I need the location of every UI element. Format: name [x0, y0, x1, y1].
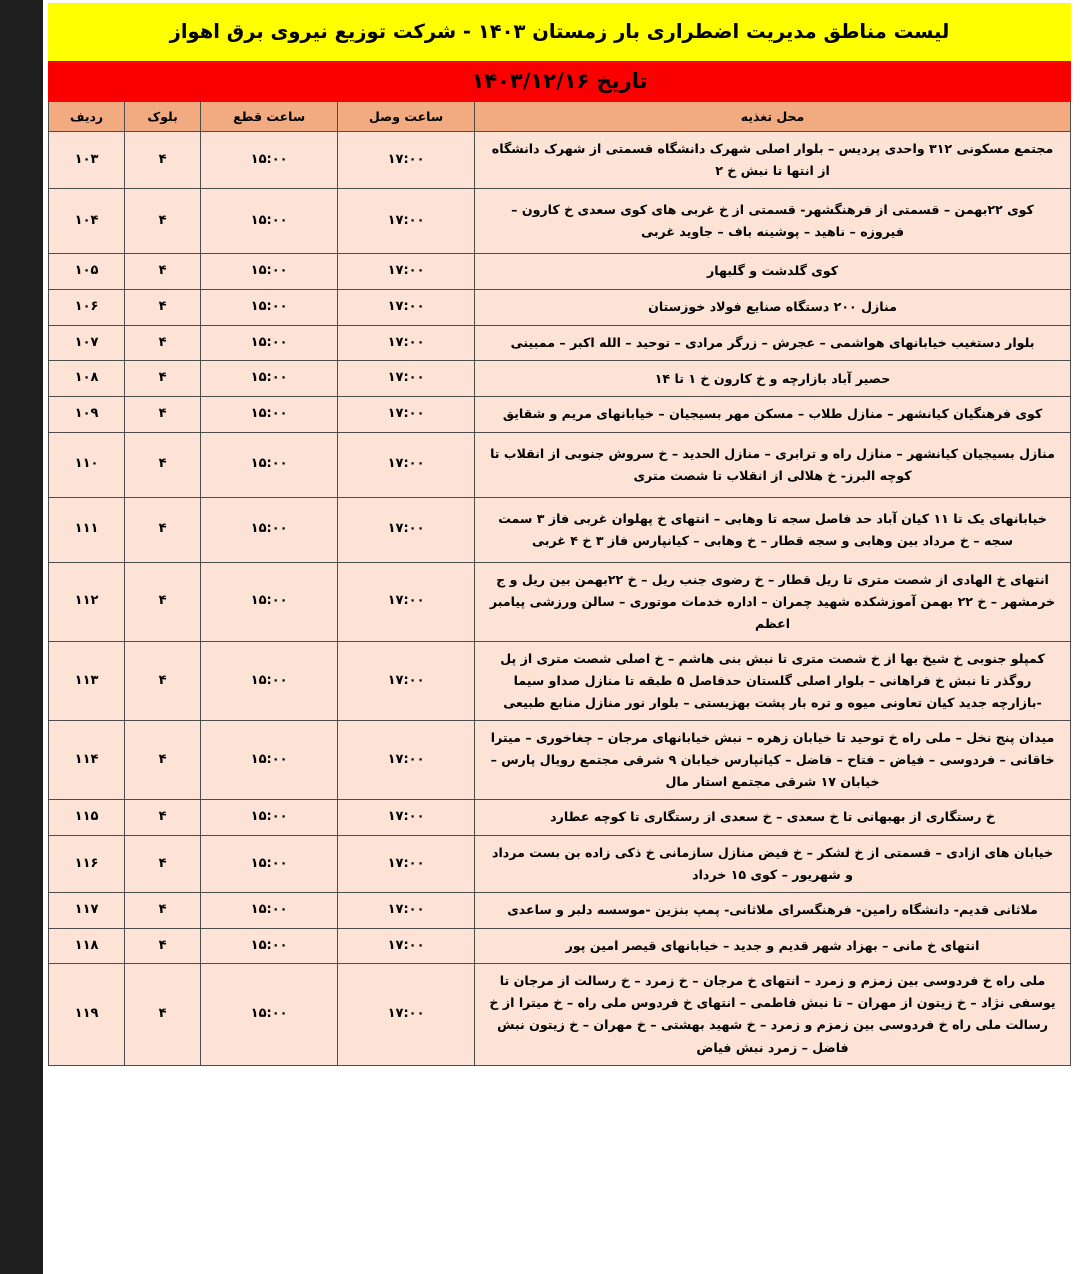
cell-outage-time: ۱۵:۰۰: [201, 964, 338, 1065]
table-row: [49, 289, 1071, 325]
cell-block: ۴: [125, 325, 201, 361]
table-header: [49, 102, 1071, 132]
cell-outage-time: ۱۵:۰۰: [201, 892, 338, 928]
cell-location: ملی راه خ فردوسی بین زمزم و زمرد – انتهای خ مرجان – خ زمرد – خ رسالت از مرجان تا یوسفی نژاد – خ زیتون از مهران – تا نبش فاطمی – انتهای خ فردوس ملی راه – خ میترا از خ رسالت ملی راه خ فردوسی بین زمزم و زمرد – خ شهید بهشتی – خ مهران – خ زیتون نبش فاضل – زمرد نبش فیاض: [475, 964, 1071, 1065]
table-row: [49, 132, 1071, 189]
cell-outage-time: ۱۵:۰۰: [201, 835, 338, 892]
column-header-outage-time: ساعت قطع: [201, 102, 338, 132]
table-row: [49, 497, 1071, 562]
right-gutter: [1076, 0, 1080, 1274]
table-header-row: [49, 102, 1071, 132]
cell-row-index: ۱۱۵: [49, 800, 125, 836]
table-row: [49, 361, 1071, 397]
cell-row-index: ۱۰۵: [49, 254, 125, 290]
table-body: [49, 132, 1071, 1066]
cell-location: میدان پنج نخل – ملی راه خ توحید تا خیابان زهره – نبش خیابانهای مرجان – چغاخوری – میترا خاقانی – فردوسی – فیاض – فتاح – فاضل – کیانپارس خیابان ۹ شرقی مجتمع رویال پارس – خیابان ۱۷ شرقی مجتمع استار مال: [475, 721, 1071, 800]
cell-block: ۴: [125, 289, 201, 325]
cell-restore-time: ۱۷:۰۰: [338, 189, 475, 254]
cell-row-index: ۱۱۴: [49, 721, 125, 800]
cell-row-index: ۱۱۸: [49, 928, 125, 964]
cell-block: ۴: [125, 964, 201, 1065]
cell-block: ۴: [125, 254, 201, 290]
cell-block: ۴: [125, 800, 201, 836]
cell-location: کوی ۲۲بهمن – قسمتی از فرهنگشهر- قسمتی از خ غربی های کوی سعدی خ کارون – فیروزه – ناهید – پوشینه باف – جاوید غربی: [475, 189, 1071, 254]
cell-outage-time: ۱۵:۰۰: [201, 641, 338, 720]
cell-outage-time: ۱۵:۰۰: [201, 497, 338, 562]
cell-restore-time: ۱۷:۰۰: [338, 800, 475, 836]
cell-restore-time: ۱۷:۰۰: [338, 964, 475, 1065]
cell-block: ۴: [125, 361, 201, 397]
cell-location: بلوار دستغیب خیابانهای هواشمی – عجرش – زرگر مرادی – توحید – الله اکبر – ممبینی: [475, 325, 1071, 361]
cell-outage-time: ۱۵:۰۰: [201, 325, 338, 361]
cell-location: حصیر آباد بازارچه و خ کارون خ ۱ تا ۱۴: [475, 361, 1071, 397]
cell-block: ۴: [125, 928, 201, 964]
column-header-block: بلوک: [125, 102, 201, 132]
cell-row-index: ۱۰۸: [49, 361, 125, 397]
cell-location: کمپلو جنوبی خ شیخ بها از خ شصت متری تا نبش بنی هاشم – خ اصلی شصت متری از پل روگذر تا نبش خ فراهانی – بلوار اصلی گلستان حدفاصل ۵ طبقه تا منازل صداو سیما -بازارچه جدید کیان تعاونی میوه و تره بار پشت بهزیستی – بلوار نور منازل منابع طبیعی: [475, 641, 1071, 720]
cell-location: خیابان های ازادی – قسمتی از خ لشکر – خ فیض منازل سازمانی خ ذکی زاده بن بست مرداد و شهریور – کوی ۱۵ خرداد: [475, 835, 1071, 892]
cell-row-index: ۱۱۱: [49, 497, 125, 562]
cell-outage-time: ۱۵:۰۰: [201, 289, 338, 325]
cell-restore-time: ۱۷:۰۰: [338, 562, 475, 641]
cell-block: ۴: [125, 562, 201, 641]
cell-outage-time: ۱۵:۰۰: [201, 189, 338, 254]
cell-block: ۴: [125, 835, 201, 892]
cell-outage-time: ۱۵:۰۰: [201, 132, 338, 189]
table-row: [49, 189, 1071, 254]
table-row: [49, 562, 1071, 641]
cell-block: ۴: [125, 892, 201, 928]
cell-location: مجتمع مسکونی ۳۱۲ واحدی پردیس – بلوار اصلی شهرک دانشگاه قسمتی از شهرک دانشگاه از انتها تا نبش خ ۲: [475, 132, 1071, 189]
left-gutter: [0, 0, 43, 1274]
table-row: [49, 641, 1071, 720]
cell-row-index: ۱۱۷: [49, 892, 125, 928]
cell-block: ۴: [125, 432, 201, 497]
cell-restore-time: ۱۷:۰۰: [338, 361, 475, 397]
cell-row-index: ۱۰۹: [49, 397, 125, 433]
table-row: [49, 892, 1071, 928]
cell-block: ۴: [125, 397, 201, 433]
table-row: [49, 254, 1071, 290]
cell-row-index: ۱۱۲: [49, 562, 125, 641]
cell-location: منازل بسیجیان کیانشهر – منازل راه و ترابری – منازل الحدید – خ سروش جنوبی از انقلاب تا کوچه البرز- خ هلالی از انقلاب تا شصت متری: [475, 432, 1071, 497]
cell-restore-time: ۱۷:۰۰: [338, 721, 475, 800]
column-header-location: محل تغذیه: [475, 102, 1071, 132]
cell-row-index: ۱۰۳: [49, 132, 125, 189]
table-row: [49, 964, 1071, 1065]
cell-outage-time: ۱۵:۰۰: [201, 562, 338, 641]
cell-location: کوی فرهنگیان کیانشهر – منازل طلاب – مسکن مهر بسیجیان – خیابانهای مریم و شقایق: [475, 397, 1071, 433]
cell-restore-time: ۱۷:۰۰: [338, 641, 475, 720]
cell-outage-time: ۱۵:۰۰: [201, 928, 338, 964]
cell-row-index: ۱۱۰: [49, 432, 125, 497]
page-title: لیست مناطق مدیریت اضطراری بار زمستان ۱۴۰۳ - شرکت توزیع نیروی برق اهواز: [48, 3, 1071, 61]
date-banner: تاریخ ۱۴۰۳/۱۲/۱۶: [48, 61, 1071, 101]
table-row: [49, 432, 1071, 497]
cell-location: خیابانهای یک تا ۱۱ کیان آباد حد فاصل سجه تا وهابی – انتهای خ پهلوان غربی فاز ۳ سمت سجه – خ مرداد بین وهابی و سجه قطار – خ وهابی – کیانپارس فاز ۳ خ ۴ غربی: [475, 497, 1071, 562]
cell-location: انتهای خ مانی – بهزاد شهر قدیم و جدید – خیابانهای قیصر امین پور: [475, 928, 1071, 964]
cell-block: ۴: [125, 132, 201, 189]
cell-block: ۴: [125, 497, 201, 562]
cell-restore-time: ۱۷:۰۰: [338, 928, 475, 964]
cell-restore-time: ۱۷:۰۰: [338, 397, 475, 433]
cell-outage-time: ۱۵:۰۰: [201, 254, 338, 290]
cell-location: انتهای خ الهادی از شصت متری تا ریل قطار – خ رضوی جنب ریل – خ ۲۲بهمن بین ریل و ج خرمشهر – خ ۲۲ بهمن آموزشکده شهید چمران – اداره خدمات موتوری – سالن ورزشی پیامبر اعظم: [475, 562, 1071, 641]
table-row: [49, 800, 1071, 836]
cell-row-index: ۱۱۶: [49, 835, 125, 892]
cell-restore-time: ۱۷:۰۰: [338, 892, 475, 928]
cell-block: ۴: [125, 189, 201, 254]
outage-schedule-table: [48, 101, 1071, 1066]
cell-block: ۴: [125, 641, 201, 720]
cell-row-index: ۱۱۳: [49, 641, 125, 720]
cell-restore-time: ۱۷:۰۰: [338, 254, 475, 290]
cell-restore-time: ۱۷:۰۰: [338, 432, 475, 497]
outage-schedule-sheet: [43, 0, 1076, 1274]
table-row: [49, 835, 1071, 892]
cell-restore-time: ۱۷:۰۰: [338, 132, 475, 189]
table-row: [49, 325, 1071, 361]
cell-row-index: ۱۰۶: [49, 289, 125, 325]
cell-location: خ رستگاری از بهبهانی تا خ سعدی – خ سعدی از رستگاری تا کوچه عطارد: [475, 800, 1071, 836]
cell-location: کوی گلدشت و گلبهار: [475, 254, 1071, 290]
cell-restore-time: ۱۷:۰۰: [338, 325, 475, 361]
cell-row-index: ۱۰۷: [49, 325, 125, 361]
cell-restore-time: ۱۷:۰۰: [338, 835, 475, 892]
cell-restore-time: ۱۷:۰۰: [338, 497, 475, 562]
cell-outage-time: ۱۵:۰۰: [201, 721, 338, 800]
cell-row-index: ۱۰۴: [49, 189, 125, 254]
cell-row-index: ۱۱۹: [49, 964, 125, 1065]
column-header-restore-time: ساعت وصل: [338, 102, 475, 132]
cell-restore-time: ۱۷:۰۰: [338, 289, 475, 325]
table-row: [49, 928, 1071, 964]
column-header-row-index: ردیف: [49, 102, 125, 132]
cell-block: ۴: [125, 721, 201, 800]
cell-location: ملاثانی قدیم- دانشگاه رامین- فرهنگسرای ملاثانی- پمپ بنزین -موسسه دلبر و ساعدی: [475, 892, 1071, 928]
cell-outage-time: ۱۵:۰۰: [201, 432, 338, 497]
cell-outage-time: ۱۵:۰۰: [201, 800, 338, 836]
cell-outage-time: ۱۵:۰۰: [201, 397, 338, 433]
table-row: [49, 397, 1071, 433]
table-row: [49, 721, 1071, 800]
cell-location: منازل ۲۰۰ دستگاه صنایع فولاد خوزستان: [475, 289, 1071, 325]
cell-outage-time: ۱۵:۰۰: [201, 361, 338, 397]
